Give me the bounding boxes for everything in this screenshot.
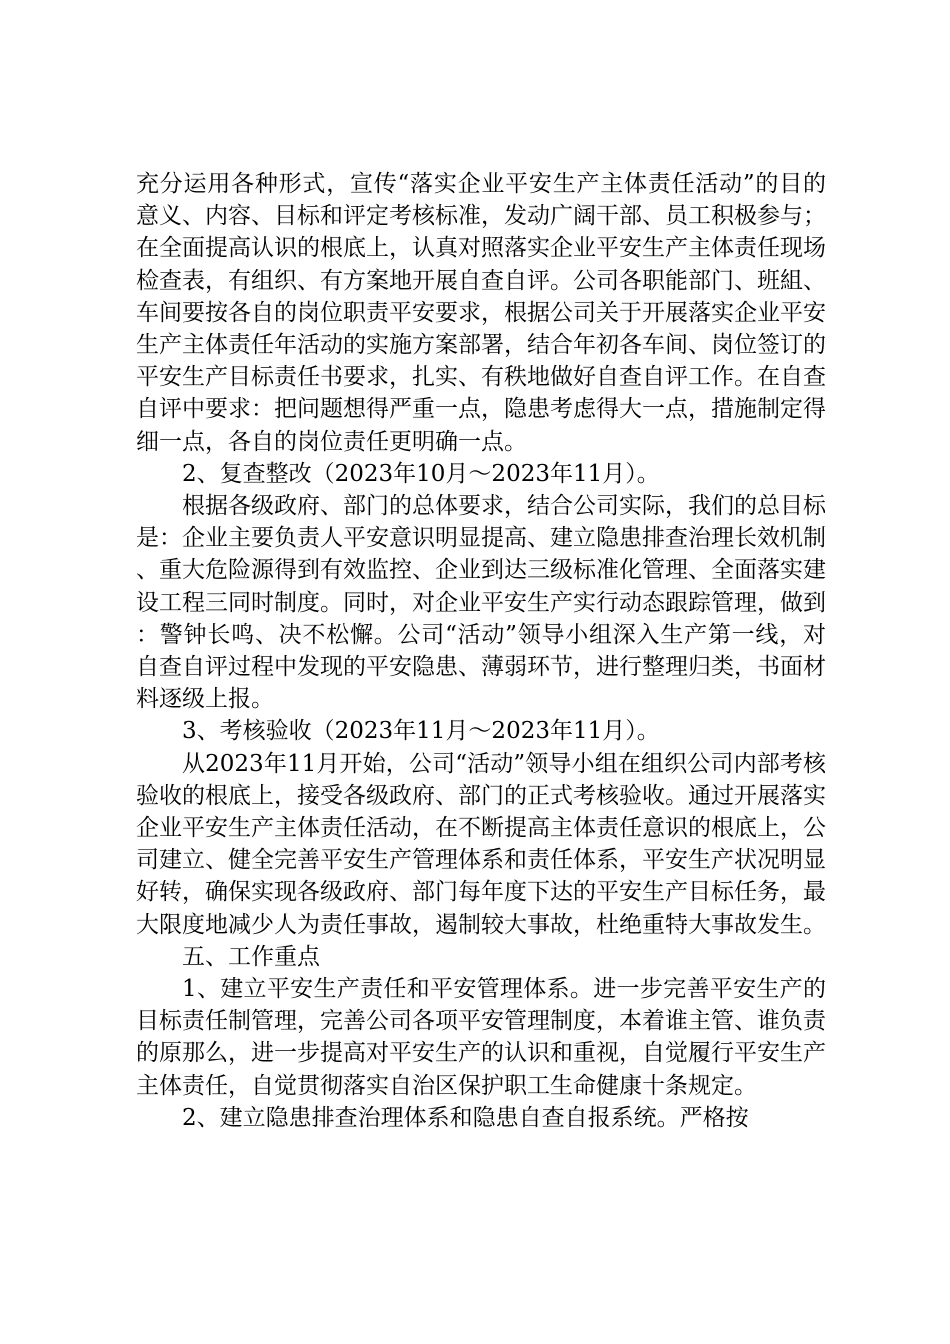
paragraph-publicity-self-check: 充分运用各种形式，宣传“落实企业平安生产主体责任活动”的目的意义、内容、目标和评定考核标准，发动广阔干部、员工积极参与；在全面提高认识的根底上，认真对照落实企业平安生产主体责任现场检查表，有组织、有方案地开展自查自评。公司各职能部门、班組、车间要按各自的岗位职责平安要求，根据公司关于开展落实企业平安生产主体责任年活动的实施方案部署，结合年初各车间、岗位签订的平安生产目标责任书要求，扎实、有秩地做好自查自评工作。在自查自评中要求：把问题想得严重一点，隐患考虑得大一点，措施制定得细一点，各自的岗位责任更明确一点。 bbox=[136, 171, 826, 455]
paragraph-responsibility-system: 1、建立平安生产责任和平安管理体系。进一步完善平安生产的目标责任制管理，完善公司各项平安管理制度，本着谁主管、谁负责的原那么，进一步提高对平安生产的认识和重视，自觉履行平安生产主体责任，自觉贯彻落实自治区保护职工生命健康十条规定。 bbox=[136, 976, 826, 1099]
document-body bbox=[136, 168, 826, 1134]
paragraph-overall-goals: 根据各级政府、部门的总体要求，结合公司实际，我们的总目标是：企业主要负责人平安意识明显提高、建立隐患排查治理长效机制、重大危险源得到有效监控、企业到达三级标准化管理、全面落实建设工程三同时制度。同时，对企业平安生产实行动态跟踪管理，做到：警钟长鸣、决不松懈。公司“活动”领导小组深入生产第一线，对自查自评过程中发现的平安隐患、薄弱环节，进行整理归类，书面材料逐级上报。 bbox=[136, 493, 826, 713]
paragraph-heading-assessment-acceptance: 3、考核验收（2023年11月～2023年11月）。 bbox=[182, 718, 660, 745]
paragraph-heading-review-rectification: 2、复查整改（2023年10月～2023年11月）。 bbox=[182, 460, 660, 487]
paragraph-assessment-details: 从2023年11月开始，公司“活动”领导小组在组织公司内部考核验收的根底上，接受各级政府、部门的正式考核验收。通过开展落实企业平安生产主体责任活动，在不断提高主体责任意识的根底上，公司建立、健全完善平安生产管理体系和责任体系，平安生产状况明显好转，确保实现各级政府、部门每年度下达的平安生产目标任务，最大限度地减少人为责任事故，遏制较大事故，杜绝重特大事故发生。 bbox=[136, 750, 826, 938]
section-heading-work-focus: 五、工作重点 bbox=[182, 943, 320, 970]
paragraph-hazard-system: 2、建立隐患排查治理体系和隐患自查自报系统。严格按 bbox=[182, 1104, 749, 1131]
